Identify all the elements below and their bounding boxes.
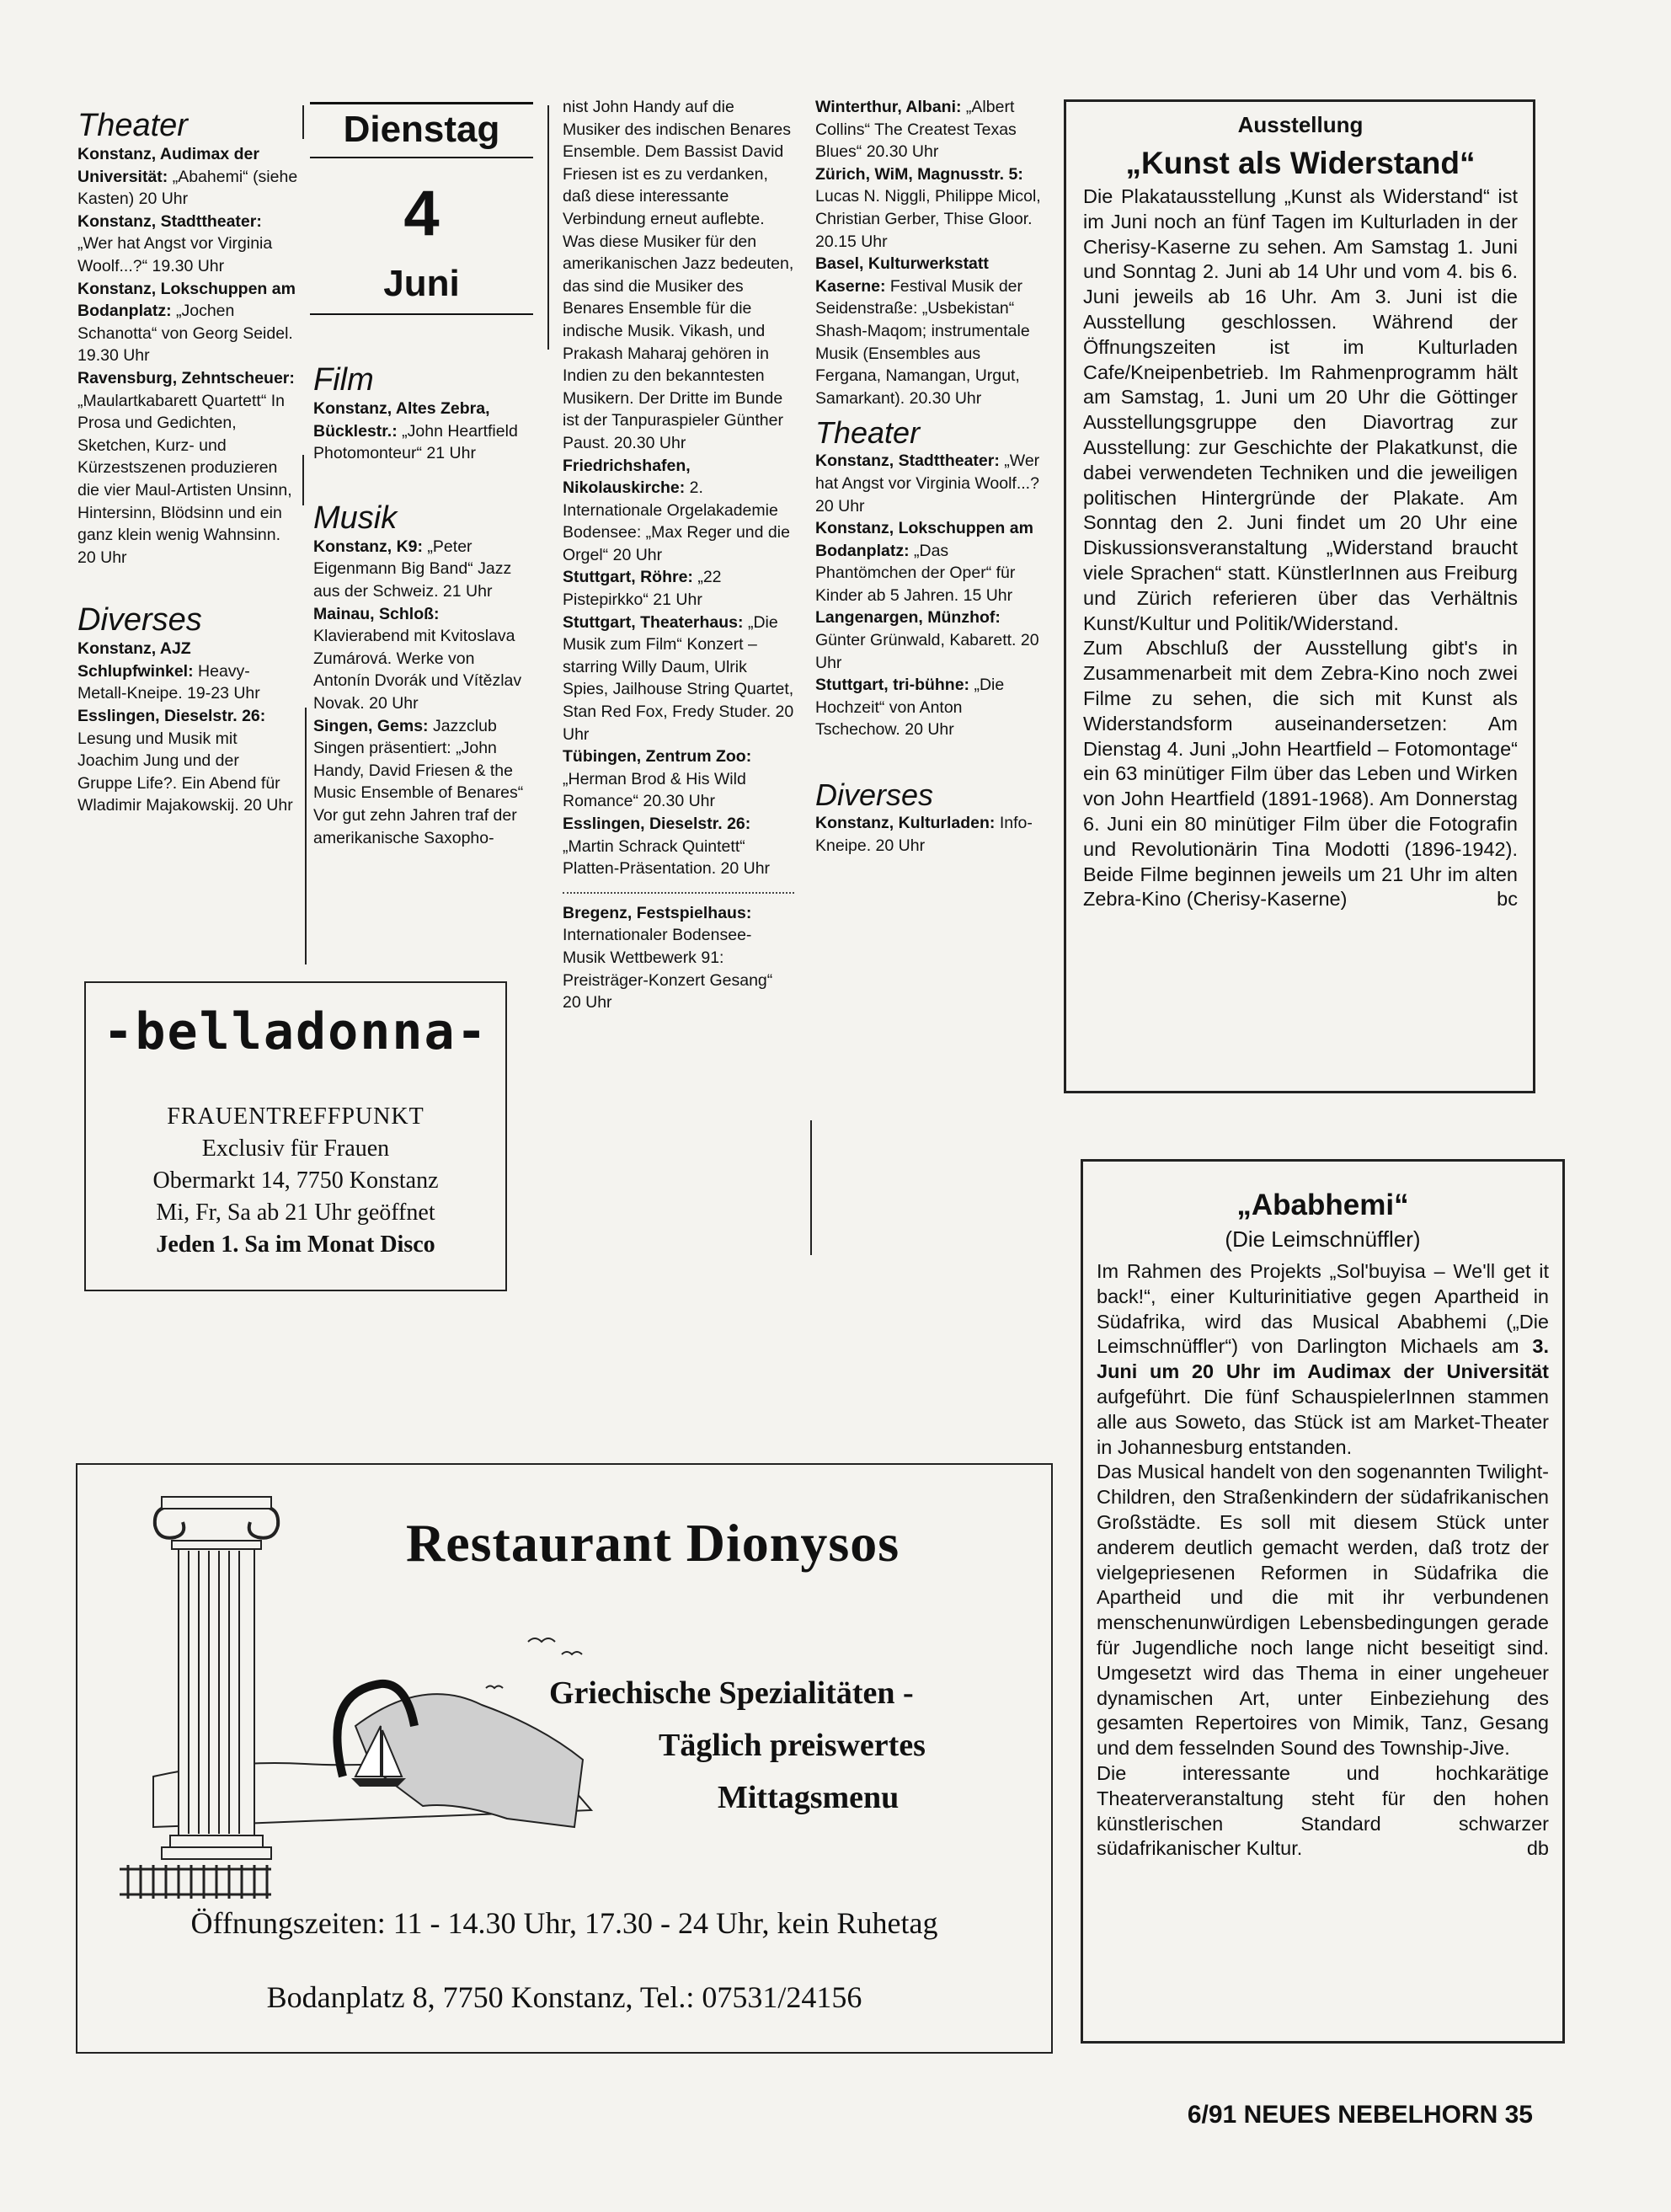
exhibition-box bbox=[1064, 99, 1535, 1093]
restaurant-name: Restaurant Dionysos bbox=[406, 1513, 900, 1573]
event-entry bbox=[313, 603, 534, 715]
column-rule bbox=[302, 455, 304, 505]
event-details: „Wer hat Angst vor Virginia Woolf...? 20 Uhr bbox=[815, 451, 1040, 516]
event-entry bbox=[815, 812, 1049, 857]
event-entry bbox=[815, 96, 1049, 163]
column-rule bbox=[810, 1120, 812, 1255]
issue-number: 6/91 bbox=[1187, 2101, 1237, 2129]
ad-line: Mi, Fr, Sa ab 21 Uhr geöffnet bbox=[156, 1200, 435, 1226]
event-venue: Ravensburg, Zehntscheuer: bbox=[77, 368, 295, 387]
ad-line: Mittagsmenu bbox=[718, 1780, 900, 1815]
event-entry bbox=[77, 638, 298, 705]
event-details: „John Heartfield Photomonteur“ 21 Uhr bbox=[313, 421, 518, 463]
event-details: „22 Pistepirkko“ 21 Uhr bbox=[563, 568, 722, 610]
event-entry bbox=[77, 278, 298, 367]
ad-line: FRAUENTREFFPUNKT bbox=[167, 1103, 424, 1130]
event-venue: Zürich, WiM, Magnusstr. 5: bbox=[815, 164, 1023, 184]
ababhemi-box bbox=[1081, 1159, 1565, 2044]
event-venue: Langenargen, Münzhof: bbox=[815, 608, 1001, 628]
ad-line: Täglich preiswertes bbox=[659, 1728, 926, 1763]
event-venue: Konstanz, Stadttheater: bbox=[815, 451, 1000, 471]
event-venue: Konstanz, Altes Zebra, Bücklestr.: bbox=[313, 399, 490, 441]
article-paragraph: Im Rahmen des Projekts „Sol'buyisa – We'll get it back!“, einer Kulturinitiative gegen Apartheid in Südafrika, wird das Musical Ababhemi („Die Leimschnüffler“) von Darlington Michaels am 3. Juni um 20 Uhr im Audimax der Universität aufgeführt. Die fünf SchauspielerInnen stammen alle aus Soweto, das Stück ist am Market-Theater in Johannesburg entstanden. bbox=[1097, 1260, 1549, 1458]
column-rule bbox=[305, 708, 307, 964]
event-details: „Maulartkabarett Quartett“ In Prosa und Gedichten, Sketchen, Kurz- und Kürzestszenen produzieren die vier Maul-Artisten Unsinn, Hintersinn, Blödsinn und ein ganz klein wenig Wahnsinn. 20 Uhr bbox=[77, 391, 292, 567]
event-list-theater-2 bbox=[815, 450, 1049, 741]
event-entry bbox=[815, 253, 1049, 409]
box-title: „Kunst als Widerstand“ bbox=[1125, 146, 1476, 180]
event-venue: Esslingen, Dieselstr. 26: bbox=[77, 707, 266, 726]
belladonna-logo: -belladonna- bbox=[103, 1002, 488, 1061]
opening-hours: Öffnungszeiten: 11 - 14.30 Uhr, 17.30 - 24 Uhr, kein Ruhetag bbox=[190, 1906, 938, 1940]
event-list-musik bbox=[313, 536, 534, 849]
column-1 bbox=[77, 108, 298, 817]
event-entry bbox=[815, 517, 1049, 606]
box-subtitle: (Die Leimschnüffler) bbox=[1225, 1226, 1421, 1252]
event-venue: Winterthur, Albani: bbox=[815, 98, 962, 116]
event-details: „Herman Brod & His Wild Romance“ 20.30 Uhr bbox=[563, 769, 746, 811]
section-heading-film: Film bbox=[313, 362, 374, 398]
event-list-theater bbox=[77, 143, 298, 569]
event-venue: Friedrichshafen, Nikolauskirche: bbox=[563, 456, 691, 498]
magazine-name: NEUES NEBELHORN bbox=[1243, 2101, 1498, 2129]
event-details: „Die Hochzeit“ von Anton Tschechow. 20 Uhr bbox=[815, 676, 1005, 740]
column-rule bbox=[302, 105, 304, 139]
event-venue: Konstanz, K9: bbox=[313, 537, 424, 556]
event-entry bbox=[77, 211, 298, 278]
event-entry bbox=[77, 367, 298, 569]
event-venue: Singen, Gems: bbox=[313, 716, 429, 735]
event-venue: Stuttgart, tri-bühne: bbox=[815, 676, 970, 695]
box-title: „Ababhemi“ bbox=[1236, 1189, 1409, 1221]
event-details: „Peter Eigenmann Big Band“ Jazz aus der Schweiz. 21 Uhr bbox=[313, 537, 512, 601]
column-4 bbox=[815, 96, 1049, 857]
event-venue: Konstanz, Lokschuppen am Bodanplatz: bbox=[77, 279, 296, 321]
event-entry bbox=[563, 745, 794, 813]
event-venue: Konstanz, Lokschuppen am Bodanplatz: bbox=[815, 519, 1033, 560]
date-header bbox=[310, 102, 533, 315]
event-entry bbox=[815, 163, 1049, 253]
event-venue: Konstanz, Kulturladen: bbox=[815, 814, 996, 833]
day-number: 4 bbox=[403, 178, 440, 249]
event-entry bbox=[815, 606, 1049, 674]
section-heading-theater-2: Theater bbox=[815, 415, 921, 451]
event-details: „Die Musik zum Film“ Konzert – starring Willy Daum, Ulrik Spies, Jailhouse String Quartet, Stan Red Fox, Fredy Studer. 20 Uhr bbox=[563, 612, 794, 744]
event-entry bbox=[563, 612, 794, 746]
box-kicker: Ausstellung bbox=[1237, 112, 1364, 137]
article-paragraph: Die interessante und hochkarätige Theaterveranstaltung steht für den hohen künstlerischen Standard schwarzer südafrikanischer Kultur. bbox=[1097, 1761, 1549, 1860]
event-venue: Konstanz, Audimax der Universität: bbox=[77, 145, 259, 186]
author-signature: bc bbox=[1497, 888, 1518, 911]
event-bregenz bbox=[563, 902, 794, 1014]
author-signature: db bbox=[1526, 1837, 1549, 1860]
event-venue: Tübingen, Zentrum Zoo: bbox=[563, 747, 752, 767]
event-list-diverses bbox=[77, 638, 298, 817]
event-details: „Martin Schrack Quintett“ Platten-Präsentation. 20 Uhr bbox=[563, 836, 771, 879]
section-heading-diverses-2: Diverses bbox=[815, 777, 934, 813]
event-details: Info-Kneipe. 20 Uhr bbox=[815, 814, 1033, 855]
event-details: Jazzclub Singen präsentiert: „John Handy, David Friesen & the Music Ensemble of Benares“ Vor gut zehn Jahren traf der amerikanische Saxopho- bbox=[313, 716, 524, 847]
event-venue: Esslingen, Dieselstr. 26: bbox=[563, 815, 751, 833]
page-number: 35 bbox=[1504, 2101, 1533, 2129]
article-paragraph: Zum Abschluß der Ausstellung gibt's in Zusammenarbeit mit dem Zebra-Kino noch zwei Filme zu sehen, die sich mit Kunst als Widerstandsform auseinandersetzen: Am Dienstag 4. Juni „John Heartfield – Fotomontage“ ein 63 minütiger Film über das Leben und Wirken von John Heartfield (1891-1968). Am Donnerstag 6. Juni ein 80 minütiger Film über die Fotografin und Revolutionärin Tina Modotti (1896-1942). Beide Filme beginnen jeweils um 21 Uhr im alten Zebra-Kino (Cherisy-Kaserne) bbox=[1083, 637, 1518, 911]
event-list-film bbox=[313, 398, 534, 465]
event-venue: Konstanz, Stadttheater: bbox=[77, 211, 262, 231]
ad-line: Griechische Spezialitäten - bbox=[549, 1675, 914, 1711]
ad-line: Jeden 1. Sa im Monat Disco bbox=[156, 1232, 435, 1258]
event-details: „Jochen Schanotta“ von Georg Seidel. 19.30 Uhr bbox=[77, 302, 293, 366]
section-heading-diverses: Diverses bbox=[77, 602, 202, 638]
event-details: „Wer hat Angst vor Virginia Woolf...?“ 19.30 Uhr bbox=[77, 234, 273, 275]
event-venue: Bregenz, Festspielhaus: bbox=[563, 903, 752, 922]
event-venue: Stuttgart, Theaterhaus: bbox=[563, 612, 744, 632]
month: Juni bbox=[383, 263, 460, 304]
event-details: „Abahemi“ (siehe Kasten) 20 Uhr bbox=[77, 167, 298, 209]
event-details: „Albert Collins“ The Createst Texas Blues“ 20.30 Uhr bbox=[815, 98, 1017, 162]
event-venue: Konstanz, AJZ Schlupfwinkel: bbox=[77, 639, 194, 681]
event-entry bbox=[815, 450, 1049, 517]
column-rule bbox=[547, 105, 549, 350]
event-details: „Das Phantömchen der Oper“ für Kinder ab 5 Jahren. 15 Uhr bbox=[815, 541, 1016, 605]
event-venue: Mainau, Schloß: bbox=[313, 604, 440, 623]
event-details: Klavierabend mit Kvitoslava Zumárová. Werke von Antonín Dvorák und Vítězlav Novak. 20 Uhr bbox=[313, 627, 522, 713]
ad-line: Exclusiv für Frauen bbox=[201, 1135, 390, 1162]
event-venue: Stuttgart, Röhre: bbox=[563, 568, 693, 587]
column-3 bbox=[563, 96, 794, 1014]
event-details: Heavy-Metall-Kneipe. 19-23 Uhr bbox=[77, 661, 260, 703]
event-list-diverses-2 bbox=[815, 812, 1049, 857]
event-list-misc bbox=[563, 455, 794, 880]
event-entry bbox=[313, 398, 534, 465]
event-venue: Basel, Kulturwerkstatt Kaserne: bbox=[815, 254, 989, 296]
event-entry bbox=[313, 536, 534, 603]
event-details: Lucas N. Niggli, Philippe Micol, Christian Gerber, Thise Gloor. 20.15 Uhr bbox=[815, 187, 1041, 251]
section-heading-musik: Musik bbox=[313, 500, 398, 536]
event-entry bbox=[313, 715, 534, 850]
restaurant-address: Bodanplatz 8, 7750 Konstanz, Tel.: 07531/24156 bbox=[266, 1980, 862, 2014]
event-entry bbox=[77, 705, 298, 817]
dionysos-ad bbox=[76, 1463, 1053, 2054]
event-entry bbox=[77, 143, 298, 211]
belladonna-ad bbox=[84, 981, 507, 1291]
event-details: Lesung und Musik mit Joachim Jung und der Gruppe Life?. Ein Abend für Wladimir Majakowskij. 20 Uhr bbox=[77, 729, 293, 815]
column-2 bbox=[313, 362, 534, 849]
event-details: Günter Grünwald, Kabarett. 20 Uhr bbox=[815, 631, 1039, 672]
event-details: 2. Internationale Orgelakademie Bodensee: „Max Reger und die Orgel“ 20 Uhr bbox=[563, 478, 790, 564]
page-footer bbox=[1179, 2099, 1533, 2131]
event-entry bbox=[563, 455, 794, 567]
article-paragraph: Das Musical handelt von den sogenannten Twilight-Children, den Straßenkindern der südafrikanischen Großstädte. Es soll mit diesem Stück unter anderem deutlich gemacht werden, daß trotz der vielgepriesenen Reformen in Südafrika die Apartheid und die mit ihr verbundenen menschenunwürdigen Lebensbedingungen gerade für Jugendliche noch lange nicht beseitigt sind. Umgesetzt wird das Thema in einer ungeheuer dynamischen Art, unter Einbeziehung des gesamten Repertoires von Mimik, Tanz, Gesang und dem fesselnden Sound des Township-Jive. bbox=[1097, 1461, 1549, 1760]
article-paragraph: Die Plakatausstellung „Kunst als Widerstand“ ist im Juni noch an fünf Tagen im Kulturladen in der Cherisy-Kaserne zu sehen. Am Samstag 1. Juni und Sonntag 2. Juni ab 14 Uhr und vom 4. bis 6. Juni jeweils ab 16 Uhr. Am 3. Juni ist die Ausstellung geschlossen. Während der Öffnungszeiten ist im Kulturladen Cafe/Kneipenbetrieb. Im Rahmenprogramm hält am Samstag, 1. Juni um 20 Uhr die Göttinger Ausstellungsgruppe den Diavortrag zur Ausstellung: zur Geschichte der Plakatkunst, die dabei verwendeten Techniken und die jeweiligen politischen Hintergründe der Plakate. Am Sonntag den 2. Juni findet um 20 Uhr eine Diskussionsveranstaltung „Widerstand braucht viele Sprachen“ statt. KünstlerInnen aus Freiburg und Zürich referieren über das Verhältnis Kunst/Kultur und Politik/Widerstand. bbox=[1083, 185, 1518, 634]
event-entry bbox=[563, 813, 794, 880]
event-details: Festival Musik der Seidenstraße: „Usbekistan“ Shash-Maqom; instrumentale Musik (Ensembles aus Fergana, Namangan, Urgut, Samarkant). 20.30 Uhr bbox=[815, 276, 1030, 408]
event-list-music-ch bbox=[815, 96, 1049, 409]
event-entry bbox=[815, 674, 1049, 741]
weekday: Dienstag bbox=[343, 109, 500, 150]
event-details: Internationaler Bodensee-Musik Wettbewerk 91: Preisträger-Konzert Gesang“ 20 Uhr bbox=[563, 926, 773, 1012]
section-heading-theater: Theater bbox=[77, 108, 188, 143]
ad-line: Obermarkt 14, 7750 Konstanz bbox=[152, 1167, 439, 1194]
article-text: nist John Handy auf die Musiker des indischen Benares Ensemble. Dem Bassist David Friesen ist es zu verdanken, daß diese interessante Verbindung erneut auflebte. Was diese Musiker für den amerikanischen Jazz bedeuten, das sind die Musiker des Benares Ensemble für die indische Musik. Vikash, und Prakash Maharaj gehören in Indien zu den bekanntesten Musikern. Der Dritte im Bunde ist der Tanpuraspieler Günther Paust. 20.30 Uhr bbox=[563, 98, 794, 452]
event-entry bbox=[563, 566, 794, 611]
event-entry bbox=[563, 902, 794, 1014]
